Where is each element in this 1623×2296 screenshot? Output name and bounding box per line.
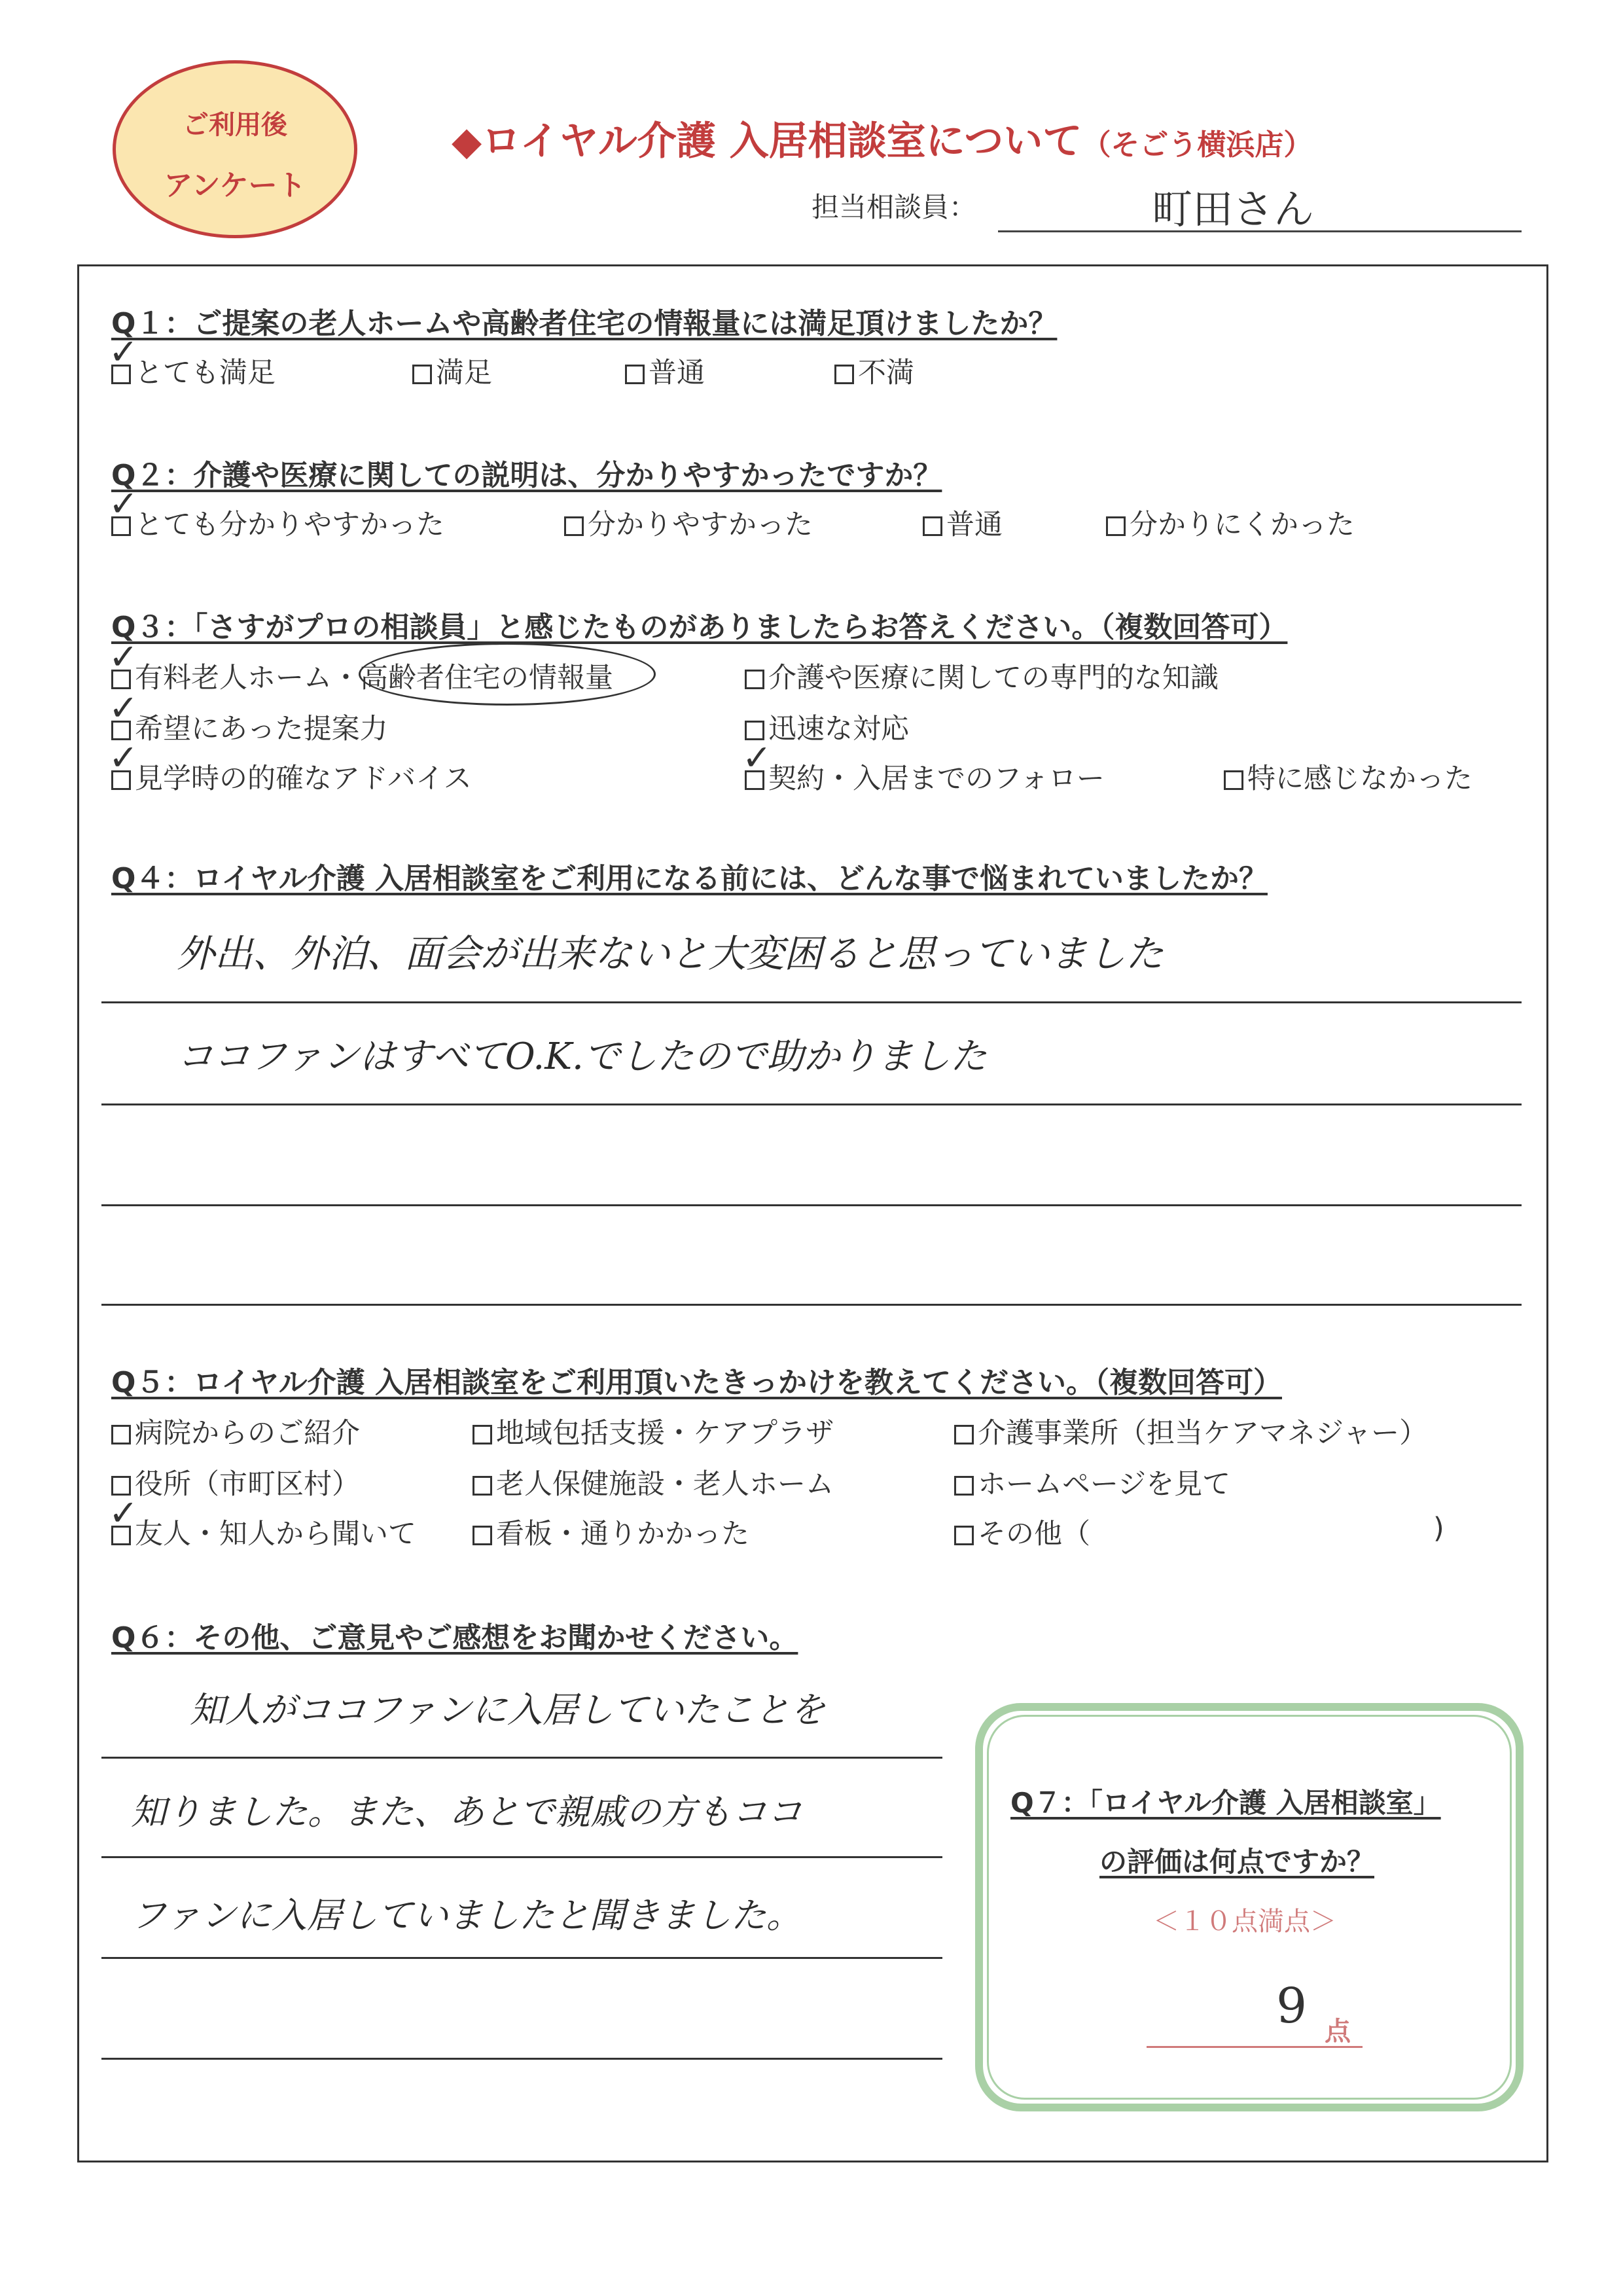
writing-line [101,1103,1522,1105]
checkbox[interactable] [954,1425,974,1444]
title-text: ◆ロイヤル介護 入居相談室について [452,118,1082,164]
q1-option-normal[interactable]: 普通 [625,351,705,391]
check-mark-icon: ✓ [742,737,772,778]
check-mark-icon: ✓ [109,1492,139,1534]
staff-label: 担当相談員： [812,191,977,223]
writing-line [101,1757,942,1759]
hand-drawn-circle [359,643,656,706]
q3-option-tour-advice[interactable]: 見学時の的確なアドバイス [111,757,472,797]
q1-option-very-satisfied[interactable]: とても満足 [111,351,276,391]
writing-line [101,1204,1522,1206]
checkbox[interactable] [1224,770,1243,790]
q7-scale: ＜１０点満点＞ [1153,1907,1336,1937]
q5-other-close-paren: ) [1433,1512,1444,1545]
checkbox[interactable] [745,670,764,689]
q2-option-clear[interactable]: 分かりやすかった [564,503,813,543]
staff-value[interactable]: 町田さん [1152,185,1315,233]
checkbox[interactable] [473,1425,492,1444]
q3-option-followup[interactable]: 契約・入居までのフォロー [745,757,1105,797]
q4-answer-line1[interactable]: 外出、外泊、面会が出来ないと大変困ると思っていました [177,931,1164,976]
q7-score-value[interactable]: 9 [1276,1978,1308,2034]
q1-question: Q１：ご提案の老人ホームや高齢者住宅の情報量には満足頂けましたか？ [111,307,1058,340]
q5-option-city-office[interactable]: 役所（市町区村） [111,1462,360,1502]
q6-answer-line3[interactable]: ファンに入居していましたと聞きました。 [131,1895,802,1936]
q1-option-satisfied[interactable]: 満足 [412,351,492,391]
q7-question2: の評価は何点ですか？ [1099,1846,1375,1878]
q6-answer-line1[interactable]: 知人がココファンに入居していたことを [190,1689,825,1731]
q1-option-unsatisfied[interactable]: 不満 [834,351,914,391]
checkbox[interactable] [1106,516,1126,536]
q2-option-normal[interactable]: 普通 [923,503,1003,543]
q5-option-website[interactable]: ホームページを見て [954,1462,1230,1502]
check-mark-icon: ✓ [109,636,139,677]
q5-option-care-facility[interactable]: 老人保健施設・老人ホーム [473,1462,834,1502]
q3-option-expert-knowledge[interactable]: 介護や医療に関しての専門的な知識 [745,656,1219,696]
survey-badge [113,60,357,238]
q3-question: Q３：「さすがプロの相談員」と感じたものがありましたらお答えください。（複数回答可） [111,611,1288,644]
writing-line [101,1856,942,1858]
q3-option-info-volume[interactable]: 有料老人ホーム・高齢者住宅の情報量 [111,656,613,696]
q3-option-none[interactable]: 特に感じなかった [1224,757,1472,797]
check-mark-icon: ✓ [109,331,139,372]
q3-option-proposal[interactable]: 希望にあった提案力 [111,707,388,747]
check-mark-icon: ✓ [109,483,139,524]
badge-line2: アンケート [164,169,306,202]
q7-question: Q７：「ロイヤル介護 入居相談室」 [1010,1787,1441,1819]
checkbox[interactable] [412,365,432,384]
q4-answer-line2[interactable]: ココファンはすべてO.K.でしたので助かりました [177,1035,987,1078]
checkbox[interactable] [625,365,645,384]
q5-option-signboard[interactable]: 看板・通りかかった [473,1512,749,1552]
q5-option-other[interactable]: その他（ [954,1512,1090,1552]
q5-question: Q５：ロイヤル介護 入居相談室をご利用頂いたきっかけを教えてください。（複数回答可） [111,1366,1282,1399]
q2-option-very-clear[interactable]: とても分かりやすかった [111,503,444,543]
q2-option-unclear[interactable]: 分かりにくかった [1106,503,1355,543]
store-name: （そごう横浜店） [1082,128,1313,162]
checkbox[interactable] [473,1476,492,1496]
q2-question: Q２：介護や医療に関しての説明は、分かりやすかったですか？ [111,459,942,492]
q5-option-friends[interactable]: 友人・知人から聞いて [111,1512,416,1552]
checkbox[interactable] [111,1425,131,1444]
q6-answer-line2[interactable]: 知りました。また、あとで親戚の方もココ [131,1791,802,1833]
checkbox[interactable] [473,1526,492,1545]
checkbox[interactable] [834,365,854,384]
writing-line [101,2058,942,2060]
badge-line1: ご利用後 [183,110,287,140]
writing-line [101,1304,1522,1306]
check-mark-icon: ✓ [109,737,139,778]
q7-score-box [975,1703,1524,2111]
q7-score-unit: 点 [1325,2017,1351,2047]
writing-line [101,1001,1522,1003]
checkbox[interactable] [954,1526,974,1545]
q5-option-community-support[interactable]: 地域包括支援・ケアプラザ [473,1411,834,1451]
q3-option-quick-response[interactable]: 迅速な対応 [745,707,909,747]
q5-option-care-office[interactable]: 介護事業所（担当ケアマネジャー） [954,1411,1427,1451]
check-mark-icon: ✓ [109,687,139,728]
writing-line [101,1957,942,1959]
checkbox[interactable] [954,1476,974,1496]
q6-question: Q６：その他、ご意見やご感想をお聞かせください。 [111,1621,798,1655]
page-title [452,110,1312,166]
q4-question: Q４：ロイヤル介護 入居相談室をご利用になる前には、どんな事で悩まれていましたか？ [111,862,1268,895]
checkbox[interactable] [564,516,584,536]
checkbox[interactable] [923,516,942,536]
q5-option-hospital[interactable]: 病院からのご紹介 [111,1411,360,1451]
